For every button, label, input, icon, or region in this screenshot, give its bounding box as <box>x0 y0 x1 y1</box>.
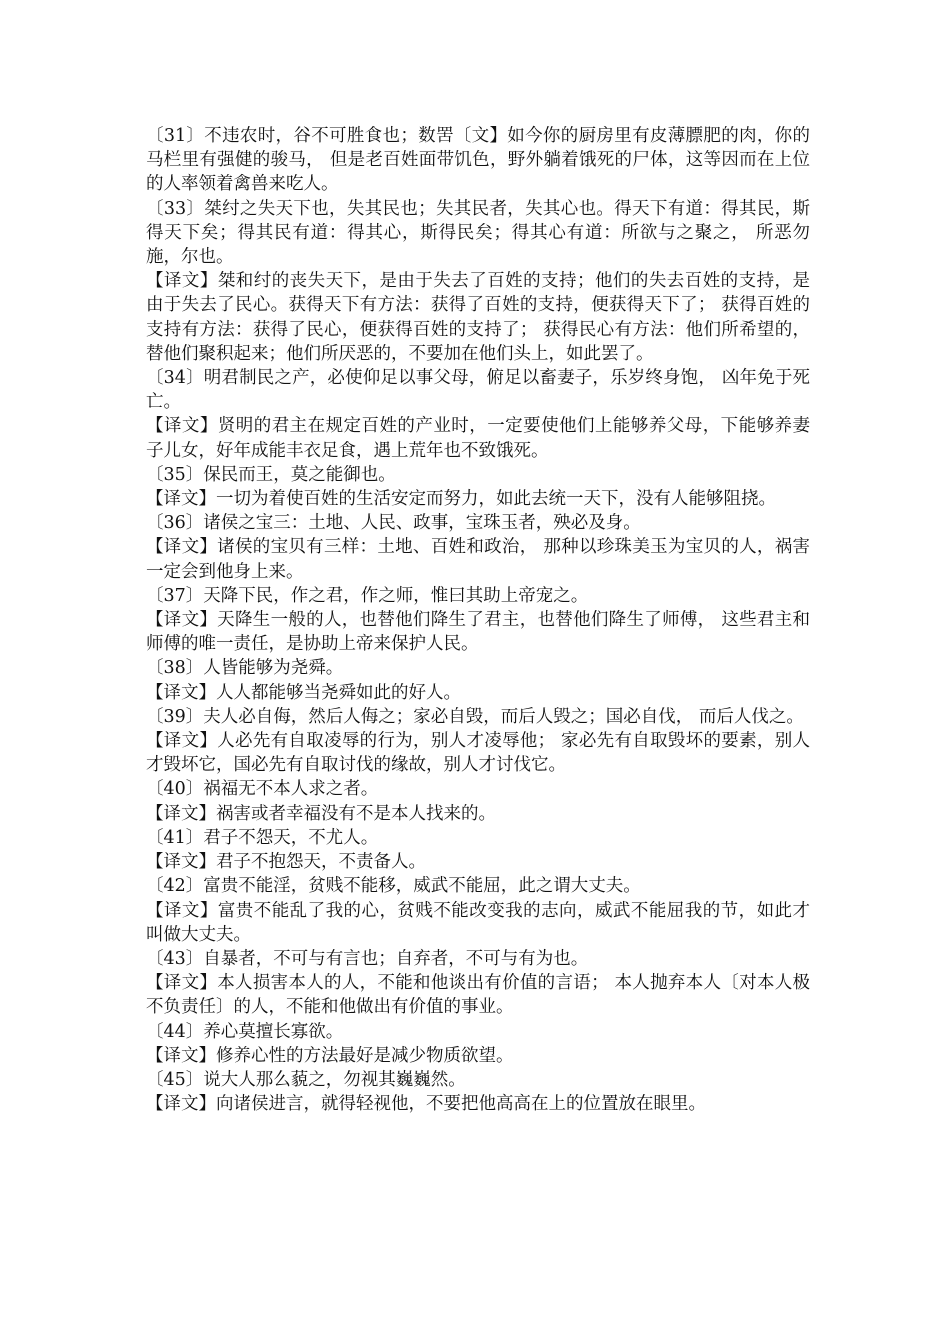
paragraph-36: 〔36〕诸侯之宝三：土地、人民、政事，宝珠玉者，殃必及身。 <box>146 513 641 534</box>
paragraph-34: 〔34〕明君制民之产，必使仰足以事父母，俯足以畜妻子，乐岁终身饱， 凶年免于死亡。 <box>146 368 810 413</box>
translation-36: 【译文】诸侯的宝贝有三样：土地、百姓和政治， 那种以珍珠美玉为宝贝的人，祸害一定会到他身上来。 <box>146 537 810 582</box>
translation-33: 【译文】桀和纣的丧失天下，是由于失去了百姓的支持；他们的失去百姓的支持，是由于失去了民心。获得天下有方法：获得了百姓的支持，便获得天下了； 获得百姓的支持有方法：获得了民心，便获得百姓的支持了； 获得民心有方法：他们所希望的，替他们聚积起来；他们所厌恶的，不要加在他们头上，如此罢了。 <box>146 271 810 364</box>
paragraph-40: 〔40〕祸福无不本人求之者。 <box>146 779 379 800</box>
paragraph-43: 〔43〕自暴者，不可与有言也；自弃者，不可与有为也。 <box>146 948 589 969</box>
translation-40: 【译文】祸害或者幸福没有不是本人找来的。 <box>146 803 496 824</box>
translation-44: 【译文】修养心性的方法最好是减少物质欲望。 <box>146 1045 514 1066</box>
translation-42: 【译文】富贵不能乱了我的心，贫贱不能改变我的志向，威武不能屈我的节，如此才叫做大丈夫。 <box>146 900 810 945</box>
paragraph-39: 〔39〕夫人必自侮，然后人侮之；家必自毁，而后人毁之；国必自伐， 而后人伐之。 <box>146 706 804 727</box>
paragraph-41: 〔41〕君子不怨天，不尤人。 <box>146 827 379 848</box>
paragraph-38: 〔38〕人皆能够为尧舜。 <box>146 658 344 679</box>
document-body <box>146 124 810 1116</box>
translation-45: 【译文】向诸侯进言，就得轻视他，不要把他高高在上的位置放在眼里。 <box>146 1094 706 1115</box>
translation-41: 【译文】君子不抱怨天，不责备人。 <box>146 852 426 873</box>
paragraph-31: 〔31〕不违农时，谷不可胜食也；数罟〔文】如今你的厨房里有皮薄膘肥的肉，你的马栏里有强健的骏马， 但是老百姓面带饥色，野外躺着饿死的尸体，这等因而在上位的人率领着禽兽来吃人。 <box>146 126 810 195</box>
translation-43: 【译文】本人损害本人的人，不能和他谈出有价值的言语； 本人抛弃本人〔对本人极不负责任〕的人，不能和他做出有价值的事业。 <box>146 973 810 1018</box>
paragraph-35: 〔35〕保民而王，莫之能御也。 <box>146 464 396 485</box>
paragraph-45: 〔45〕说大人那么藐之，勿视其巍巍然。 <box>146 1069 466 1090</box>
paragraph-42: 〔42〕富贵不能淫，贫贱不能移，威武不能屈，此之谓大丈夫。 <box>146 876 641 897</box>
paragraph-44: 〔44〕养心莫擅长寡欲。 <box>146 1021 344 1042</box>
translation-38: 【译文】人人都能够当尧舜如此的好人。 <box>146 682 461 703</box>
paragraph-37: 〔37〕天降下民，作之君，作之师，惟曰其助上帝宠之。 <box>146 585 589 606</box>
translation-37: 【译文】天降生一般的人，也替他们降生了君主，也替他们降生了师傅， 这些君主和师傅的唯一责任，是协助上帝来保护人民。 <box>146 610 810 655</box>
translation-34: 【译文】贤明的君主在规定百姓的产业时，一定要使他们上能够养父母，下能够养妻子儿女，好年成能丰衣足食，遇上荒年也不致饿死。 <box>146 416 810 461</box>
translation-39: 【译文】人必先有自取凌辱的行为，别人才凌辱他； 家必先有自取毁坏的要素，别人才毁坏它，国必先有自取讨伐的缘故，别人才讨伐它。 <box>146 731 810 776</box>
paragraph-33: 〔33〕桀纣之失天下也，失其民也；失其民者，失其心也。得天下有道：得其民，斯得天下矣；得其民有道：得其心，斯得民矣；得其心有道：所欲与之聚之， 所恶勿施，尔也。 <box>146 198 810 268</box>
translation-35: 【译文】一切为着使百姓的生活安定而努力，如此去统一天下，没有人能够阻挠。 <box>146 489 776 510</box>
